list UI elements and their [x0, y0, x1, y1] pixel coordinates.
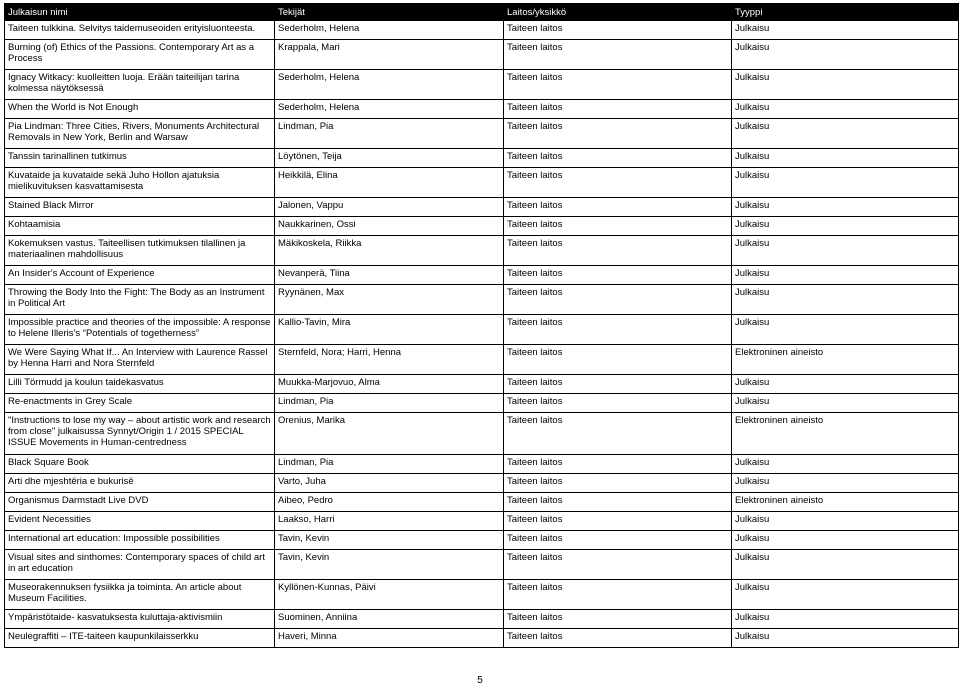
cell-title: Museorakennuksen fysiikka ja toiminta. An article about Museum Facilities. — [5, 580, 275, 610]
cell-authors: Laakso, Harri — [275, 512, 504, 531]
cell-title: When the World is Not Enough — [5, 100, 275, 119]
cell-authors: Ryynänen, Max — [275, 285, 504, 315]
cell-type: Elektroninen aineisto — [732, 413, 959, 455]
table-row — [5, 236, 959, 266]
cell-title: Kokemuksen vastus. Taiteellisen tutkimuksen tilallinen ja materiaalinen mahdollisuus — [5, 236, 275, 266]
cell-type: Julkaisu — [732, 610, 959, 629]
table-row — [5, 345, 959, 375]
cell-authors: Tavin, Kevin — [275, 550, 504, 580]
cell-authors: Nevanperä, Tiina — [275, 266, 504, 285]
cell-department: Taiteen laitos — [504, 100, 732, 119]
table-row — [5, 100, 959, 119]
table-row — [5, 285, 959, 315]
cell-title: We Were Saying What If... An Interview with Laurence Rassel by Henna Harri and Nora Sternfeld — [5, 345, 275, 375]
cell-type: Julkaisu — [732, 266, 959, 285]
cell-type: Julkaisu — [732, 149, 959, 168]
cell-type: Julkaisu — [732, 375, 959, 394]
cell-department: Taiteen laitos — [504, 149, 732, 168]
cell-department: Taiteen laitos — [504, 315, 732, 345]
table-row — [5, 375, 959, 394]
table-row — [5, 168, 959, 198]
cell-authors: Kallio-Tavin, Mira — [275, 315, 504, 345]
table-row — [5, 550, 959, 580]
cell-authors: Kyllönen-Kunnas, Päivi — [275, 580, 504, 610]
cell-title: Ignacy Witkacy: kuolleitten luoja. Erään taiteilijan tarina kolmessa näytöksessä — [5, 70, 275, 100]
cell-authors: Haveri, Minna — [275, 629, 504, 648]
cell-title: Lilli Törmudd ja koulun taidekasvatus — [5, 375, 275, 394]
cell-type: Julkaisu — [732, 40, 959, 70]
cell-title: "Instructions to lose my way – about artistic work and research from close" julkaisussa Synnyt/Origin 1 / 2015 SPECIAL ISSUE Movements in Human-centredness — [5, 413, 275, 455]
cell-title: An Insider's Account of Experience — [5, 266, 275, 285]
cell-type: Julkaisu — [732, 236, 959, 266]
cell-department: Taiteen laitos — [504, 345, 732, 375]
cell-type: Julkaisu — [732, 315, 959, 345]
cell-title: Kohtaamisia — [5, 217, 275, 236]
cell-department: Taiteen laitos — [504, 474, 732, 493]
publications-table — [4, 3, 959, 648]
cell-title: Impossible practice and theories of the impossible: A response to Helene Illeris’s “Potentials of togetherness” — [5, 315, 275, 345]
header-department: Laitos/yksikkö — [504, 4, 732, 21]
table-row — [5, 394, 959, 413]
cell-authors: Tavin, Kevin — [275, 531, 504, 550]
table-row — [5, 217, 959, 236]
cell-department: Taiteen laitos — [504, 198, 732, 217]
cell-title: Evident Necessities — [5, 512, 275, 531]
cell-department: Taiteen laitos — [504, 70, 732, 100]
table-row — [5, 21, 959, 40]
cell-authors: Lindman, Pia — [275, 394, 504, 413]
cell-title: Black Square Book — [5, 455, 275, 474]
cell-type: Julkaisu — [732, 21, 959, 40]
cell-title: Burning (of) Ethics of the Passions. Contemporary Art as a Process — [5, 40, 275, 70]
cell-department: Taiteen laitos — [504, 512, 732, 531]
cell-department: Taiteen laitos — [504, 550, 732, 580]
cell-type: Julkaisu — [732, 455, 959, 474]
cell-title: Throwing the Body Into the Fight: The Body as an Instrument in Political Art — [5, 285, 275, 315]
cell-authors: Lindman, Pia — [275, 455, 504, 474]
cell-authors: Sederholm, Helena — [275, 21, 504, 40]
table-row — [5, 512, 959, 531]
table-row — [5, 629, 959, 648]
cell-title: Arti dhe mjeshtëria e bukurisë — [5, 474, 275, 493]
cell-title: Re-enactments in Grey Scale — [5, 394, 275, 413]
cell-authors: Naukkarinen, Ossi — [275, 217, 504, 236]
cell-type: Julkaisu — [732, 394, 959, 413]
cell-department: Taiteen laitos — [504, 21, 732, 40]
cell-authors: Sternfeld, Nora; Harri, Henna — [275, 345, 504, 375]
cell-department: Taiteen laitos — [504, 375, 732, 394]
table-row — [5, 531, 959, 550]
cell-authors: Varto, Juha — [275, 474, 504, 493]
cell-title: Stained Black Mirror — [5, 198, 275, 217]
table-row — [5, 610, 959, 629]
cell-type: Julkaisu — [732, 168, 959, 198]
cell-authors: Aibeo, Pedro — [275, 493, 504, 512]
cell-department: Taiteen laitos — [504, 266, 732, 285]
table-row — [5, 119, 959, 149]
cell-authors: Orenius, Marika — [275, 413, 504, 455]
cell-type: Julkaisu — [732, 100, 959, 119]
cell-title: Kuvataide ja kuvataide sekä Juho Hollon ajatuksia mielikuvituksen kasvattamisesta — [5, 168, 275, 198]
header-authors: Tekijät — [275, 4, 504, 21]
table-row — [5, 493, 959, 512]
cell-department: Taiteen laitos — [504, 394, 732, 413]
cell-type: Julkaisu — [732, 70, 959, 100]
cell-department: Taiteen laitos — [504, 168, 732, 198]
cell-authors: Sederholm, Helena — [275, 100, 504, 119]
cell-type: Julkaisu — [732, 119, 959, 149]
header-title: Julkaisun nimi — [5, 4, 275, 21]
cell-title: Tanssin tarinallinen tutkimus — [5, 149, 275, 168]
cell-department: Taiteen laitos — [504, 629, 732, 648]
cell-title: Ympäristötaide- kasvatuksesta kuluttaja-aktivismiin — [5, 610, 275, 629]
cell-department: Taiteen laitos — [504, 455, 732, 474]
cell-authors: Krappala, Mari — [275, 40, 504, 70]
cell-title: Taiteen tulkkina. Selvitys taidemuseoiden erityisluonteesta. — [5, 21, 275, 40]
cell-type: Elektroninen aineisto — [732, 493, 959, 512]
cell-authors: Löytönen, Teija — [275, 149, 504, 168]
cell-department: Taiteen laitos — [504, 285, 732, 315]
cell-title: Neulegraffiti – ITE-taiteen kaupunkilaisserkku — [5, 629, 275, 648]
cell-department: Taiteen laitos — [504, 610, 732, 629]
cell-department: Taiteen laitos — [504, 119, 732, 149]
table-row — [5, 266, 959, 285]
cell-title: International art education: Impossible possibilities — [5, 531, 275, 550]
header-row — [5, 4, 959, 21]
cell-title: Organismus Darmstadt Live DVD — [5, 493, 275, 512]
cell-authors: Sederholm, Helena — [275, 70, 504, 100]
cell-title: Pia Lindman: Three Cities, Rivers, Monuments Architectural Removals in New York, Berlin and Warsaw — [5, 119, 275, 149]
cell-department: Taiteen laitos — [504, 493, 732, 512]
cell-authors: Mäkikoskela, Riikka — [275, 236, 504, 266]
cell-department: Taiteen laitos — [504, 236, 732, 266]
table-row — [5, 413, 959, 455]
cell-authors: Jalonen, Vappu — [275, 198, 504, 217]
cell-department: Taiteen laitos — [504, 40, 732, 70]
cell-department: Taiteen laitos — [504, 580, 732, 610]
cell-authors: Muukka-Marjovuo, Alma — [275, 375, 504, 394]
header-type: Tyyppi — [732, 4, 959, 21]
cell-department: Taiteen laitos — [504, 413, 732, 455]
cell-authors: Heikkilä, Elina — [275, 168, 504, 198]
cell-type: Julkaisu — [732, 285, 959, 315]
table-row — [5, 474, 959, 493]
table-row — [5, 198, 959, 217]
cell-type: Julkaisu — [732, 217, 959, 236]
table-row — [5, 149, 959, 168]
cell-type: Julkaisu — [732, 580, 959, 610]
cell-department: Taiteen laitos — [504, 217, 732, 236]
cell-type: Elektroninen aineisto — [732, 345, 959, 375]
cell-type: Julkaisu — [732, 629, 959, 648]
cell-department: Taiteen laitos — [504, 531, 732, 550]
table-row — [5, 70, 959, 100]
table-row — [5, 315, 959, 345]
cell-title: Visual sites and sinthomes: Contemporary spaces of child art in art education — [5, 550, 275, 580]
cell-type: Julkaisu — [732, 512, 959, 531]
cell-type: Julkaisu — [732, 198, 959, 217]
cell-type: Julkaisu — [732, 474, 959, 493]
cell-type: Julkaisu — [732, 531, 959, 550]
cell-authors: Suominen, Anniina — [275, 610, 504, 629]
cell-authors: Lindman, Pia — [275, 119, 504, 149]
table-row — [5, 455, 959, 474]
cell-type: Julkaisu — [732, 550, 959, 580]
table-row — [5, 40, 959, 70]
table-row — [5, 580, 959, 610]
page-number: 5 — [477, 675, 483, 686]
